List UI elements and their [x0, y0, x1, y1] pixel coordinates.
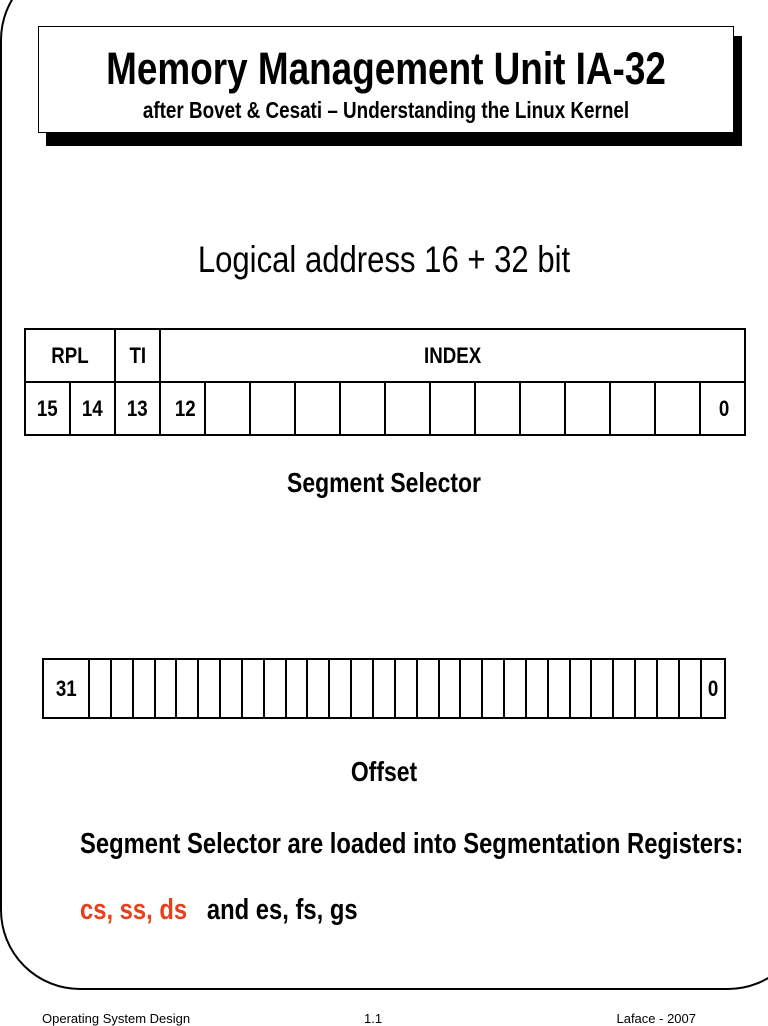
extra-registers: and es, fs, gs — [206, 894, 358, 926]
bit-cell — [395, 659, 417, 718]
bit-cell — [526, 659, 548, 718]
bit-cell-14: 14 — [70, 382, 115, 435]
bit-cell — [679, 659, 701, 718]
bit-cell — [591, 659, 613, 718]
offset-bit-row — [43, 659, 725, 718]
bit-cell — [373, 659, 395, 718]
segment-selector-diagram — [24, 328, 746, 436]
bit-cell — [655, 382, 700, 435]
bit-cell — [385, 382, 430, 435]
selector-bit-row — [25, 382, 745, 435]
bit-cell — [610, 382, 655, 435]
title-box — [38, 26, 734, 133]
footer-author: Laface - 2007 — [616, 1011, 696, 1026]
bit-cell — [242, 659, 264, 718]
slide-title: Memory Management Unit IA-32 — [106, 43, 666, 94]
segment-selector-caption: Segment Selector — [287, 467, 481, 498]
bit-cell — [351, 659, 373, 718]
bit-cell — [548, 659, 570, 718]
bit-cell-15: 15 — [25, 382, 70, 435]
bit-cell — [220, 659, 242, 718]
bit-cell — [417, 659, 439, 718]
bit-cell-13: 13 — [115, 382, 160, 435]
bit-cell — [286, 659, 308, 718]
slide-subtitle: after Bovet & Cesati – Understanding the Linux Kernel — [142, 97, 630, 123]
ti-field: TI — [115, 329, 160, 382]
bit-cell — [613, 659, 635, 718]
bit-cell — [565, 382, 610, 435]
bit-cell — [657, 659, 679, 718]
primary-registers: cs, ss, ds — [80, 894, 188, 926]
segment-registers-text: Segment Selector are loaded into Segmentation Registers: — [80, 828, 744, 860]
index-field: INDEX — [160, 329, 745, 382]
bit-cell — [570, 659, 592, 718]
bit-cell — [460, 659, 482, 718]
selector-field-row — [25, 329, 745, 382]
bit-cell — [439, 659, 461, 718]
rpl-field: RPL — [25, 329, 115, 382]
bit-cell — [205, 382, 250, 435]
bit-cell — [295, 382, 340, 435]
bit-cell — [89, 659, 111, 718]
bit-cell — [133, 659, 155, 718]
bit-cell — [475, 382, 520, 435]
bit-cell — [307, 659, 329, 718]
bit-cell — [250, 382, 295, 435]
bit-cell-0: 0 — [701, 659, 725, 718]
bit-cell — [198, 659, 220, 718]
bit-cell-0: 0 — [700, 382, 745, 435]
bit-cell — [635, 659, 657, 718]
bit-cell — [155, 659, 177, 718]
offset-diagram — [42, 658, 726, 719]
register-list — [80, 893, 358, 927]
footer-course: Operating System Design — [42, 1011, 191, 1026]
bit-cell-31: 31 — [43, 659, 89, 718]
bit-cell — [482, 659, 504, 718]
offset-caption: Offset — [350, 756, 418, 787]
bit-cell — [329, 659, 351, 718]
bit-cell — [111, 659, 133, 718]
bit-cell — [520, 382, 565, 435]
bit-cell — [430, 382, 475, 435]
bit-cell — [504, 659, 526, 718]
bit-cell-12: 12 — [160, 382, 205, 435]
bit-cell — [176, 659, 198, 718]
bit-cell — [340, 382, 385, 435]
footer-page-number: 1.1 — [364, 1011, 383, 1026]
bit-cell — [264, 659, 286, 718]
logical-address-heading: Logical address 16 + 32 bit — [197, 239, 571, 280]
